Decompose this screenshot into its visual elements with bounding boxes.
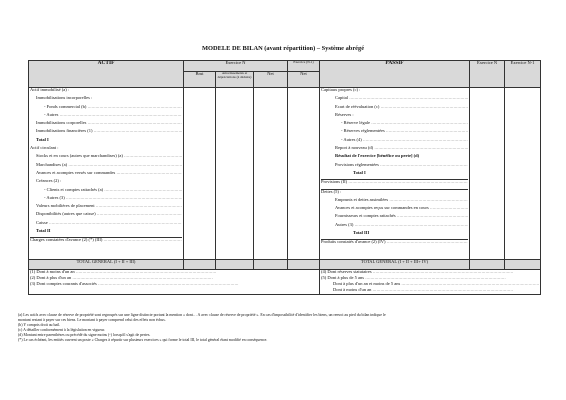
- actif-line: Valeurs mobilières de placement .....: [30, 204, 182, 212]
- passif-total-general: TOTAL GENERAL (I + II + III+ IV): [320, 260, 470, 270]
- passif-line: Report à nouveau (d) .....: [321, 146, 468, 154]
- actif-line: Actif immobilisé (a) :: [30, 88, 70, 92]
- actif-line: Avances et acomptes versés sur commandes .....: [30, 171, 182, 179]
- passif-total-n[interactable]: [470, 260, 505, 270]
- actif-line: - Autres (3) .....: [30, 196, 182, 204]
- actif-line: Créances (2) :: [36, 179, 62, 184]
- net-n1-values-cell[interactable]: [288, 88, 320, 260]
- passif-footnote: Dont à moins d'un an .....: [321, 288, 539, 294]
- passif-header: PASSIF: [320, 61, 470, 88]
- note-line: (d) Montant entre parenthèses ou précédé du signe moins (-) lorsqu'il s'agit de pertes.: [18, 333, 151, 338]
- actif-line: Actif circulant :: [30, 146, 59, 151]
- net-values-cell[interactable]: [254, 88, 288, 260]
- passif-n-values-cell[interactable]: [470, 88, 505, 260]
- actif-line: Charges constatées d'avance (2) (*) (III) .....: [30, 237, 182, 246]
- passif-total-line: Total I: [353, 170, 366, 175]
- passif-line: Provisions réglementées .....: [321, 163, 468, 171]
- passif-line: Résultat de l'exercice [bénéfice ou perte] (d): [335, 154, 420, 159]
- note-line: montant restant à payer sur ces biens. Le montant à payer comprend celui des effets non échus.: [18, 318, 166, 323]
- actif-line: Immobilisations financières (1) .....: [30, 129, 182, 137]
- actif-footnote: (3) Dont comptes courants d'associés .....: [30, 282, 318, 288]
- actif-footnotes-cell: [29, 270, 320, 295]
- actif-line: Disponibilités (autres que caisse) .....: [30, 212, 182, 220]
- actif-line: Marchandises (a) .....: [30, 163, 182, 171]
- brut-header: Brut: [184, 72, 216, 88]
- actif-footnote: (1) Dont à moins d'un an .....: [30, 270, 318, 276]
- passif-line: Capitaux propres (c) :: [321, 88, 361, 92]
- amortissements-header: Amortissements et dépréciations (à déduire): [216, 72, 254, 88]
- actif-total-line: Total II: [36, 229, 51, 234]
- exercice-n1-header: Exercice (N-1): [288, 61, 320, 72]
- exercice-n-header: Exercice N: [184, 61, 288, 72]
- actif-total-general: TOTAL GENERAL (I + II + III): [29, 260, 184, 270]
- brut-values-cell[interactable]: [184, 88, 216, 260]
- net-n1-header: Net: [288, 72, 320, 88]
- actif-items-cell: [29, 88, 184, 260]
- passif-line: Produits constatés d'avance (2) (IV) .....: [321, 239, 468, 248]
- actif-total-line: Total I: [36, 137, 49, 142]
- passif-line: Provisions (II) .....: [321, 179, 468, 188]
- note-line: (a) Les actifs avec clause de réserve de propriété sont regroupés sur une ligne distincte portant la mention « dont… A avec clause de réserve de propriété ». En cas d'impossibilité d'identifier les biens, un renvoi au pied du bilan indique le: [18, 313, 386, 317]
- actif-total-net[interactable]: [254, 260, 288, 270]
- actif-header: ACTIF: [29, 61, 184, 88]
- actif-line: - Clients et comptes rattachés (a) .....: [30, 188, 182, 196]
- passif-line: Ecart de réévaluation (c) .....: [321, 105, 468, 113]
- passif-line: Dettes (5) :: [321, 189, 468, 198]
- passif-line: - Autres (4) .....: [321, 138, 468, 146]
- page-title: MODELE DE BILAN (avant répartition) – Système abrégé: [201, 45, 365, 52]
- actif-line: Caisse .....: [30, 221, 182, 229]
- actif-total-net-n1[interactable]: [288, 260, 320, 270]
- passif-line: - Réserve légale .....: [321, 121, 468, 129]
- passif-footnote: (4) Dont réserves statutaires .....: [321, 270, 539, 276]
- passif-line: Fournisseurs et comptes rattachés .....: [321, 214, 468, 222]
- passif-footnote: Dont à plus d'un an et moins de 5 ans .....: [321, 282, 539, 288]
- actif-line: Immobilisations incorporelles :: [36, 96, 93, 101]
- actif-total-amort[interactable]: [216, 260, 254, 270]
- passif-exercice-n-header: Exercice N: [470, 61, 505, 88]
- passif-exercice-n1-header: Exercice N-1: [505, 61, 541, 88]
- passif-line: Réserves :: [335, 112, 354, 117]
- page-notes: [18, 313, 548, 343]
- passif-footnotes-cell: [320, 270, 541, 295]
- note-line: (*) Le cas échéant, les entités ouvrent un poste « Charges à répartir sur plusieurs exercices » qui forme le total III, le total général étant modifié en conséquence.: [18, 338, 268, 343]
- actif-line: Stocks et en cours (autres que marchandises) (a) .....: [30, 154, 182, 162]
- actif-line: Immobilisations corporelles .....: [30, 121, 182, 129]
- actif-line: - Fonds commercial (b) .....: [30, 105, 182, 113]
- passif-line: Emprunts et dettes assimilées .....: [321, 198, 468, 206]
- passif-line: Capital .....: [321, 96, 468, 104]
- passif-items-cell: [320, 88, 470, 260]
- net-header: Net: [254, 72, 288, 88]
- passif-line: - Réserves réglementées .....: [321, 129, 468, 137]
- passif-footnote: (5) Dont à plus de 5 ans .....: [321, 276, 539, 282]
- amort-values-cell[interactable]: [216, 88, 254, 260]
- actif-footnote: (2) Dont à plus d'un an .....: [30, 276, 318, 282]
- passif-line: Autres (3) .....: [321, 223, 468, 231]
- balance-sheet-table: [28, 60, 541, 295]
- passif-line: Avances et acomptes reçus sur commandes en cours .....: [321, 206, 468, 214]
- passif-n1-values-cell[interactable]: [505, 88, 541, 260]
- passif-total-line: Total III: [353, 231, 370, 236]
- note-line: (b) Y compris droit au bail.: [18, 323, 61, 328]
- passif-total-n1[interactable]: [505, 260, 541, 270]
- actif-line: - Autres .....: [30, 113, 182, 121]
- actif-total-brut[interactable]: [184, 260, 216, 270]
- note-line: (c) A détailler conformément à la législation en vigueur.: [18, 328, 105, 333]
